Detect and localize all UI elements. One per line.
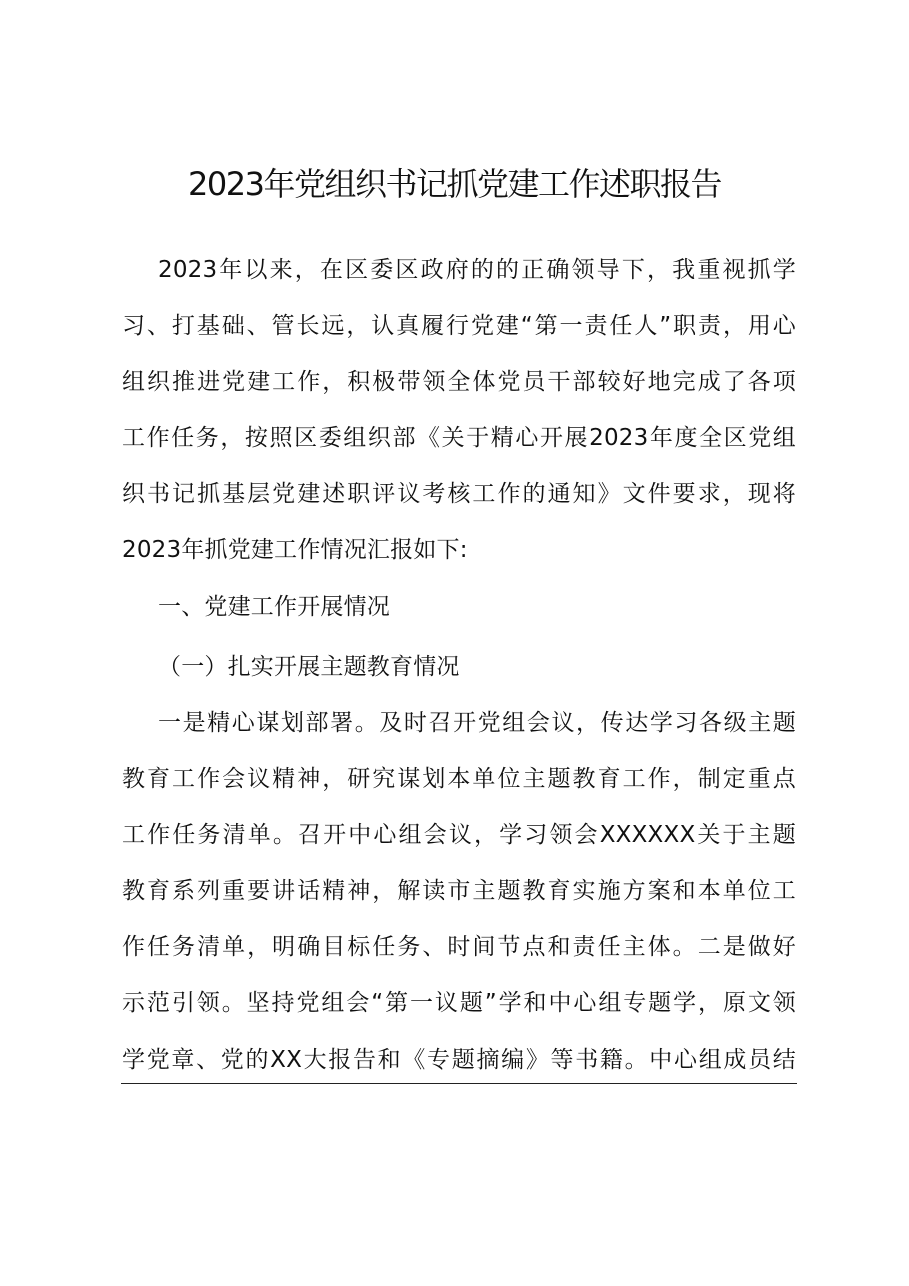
paragraph-line: 教育系列重要讲话精神，解读市主题教育实施方案和本单位工	[122, 878, 796, 904]
paragraph-line: 学党章、党的XX大报告和《专题摘编》等书籍。中心组成员结	[122, 1047, 796, 1073]
paragraph-line: 习、打基础、管长远，认真履行党建“第一责任人”职责，用心	[122, 313, 796, 339]
paragraph-line: 工作任务清单。召开中心组会议，学习领会XXXXXX关于主题	[122, 822, 796, 848]
paragraph-line: 工作任务，按照区委组织部《关于精心开展2023年度全区党组	[122, 425, 796, 451]
footer-rule	[121, 1083, 797, 1084]
paragraph-line: 织书记抓基层党建述职评议考核工作的通知》文件要求，现将	[122, 481, 796, 507]
paragraph-line: 教育工作会议精神，研究谋划本单位主题教育工作，制定重点	[122, 766, 796, 792]
document-title: 2023年党组织书记抓党建工作述职报告	[188, 165, 721, 203]
section-heading: 一、党建工作开展情况	[158, 594, 390, 620]
paragraph-line: 一是精心谋划部署。及时召开党组会议，传达学习各级主题	[158, 710, 796, 736]
paragraph-line: 示范引领。坚持党组会“第一议题”学和中心组专题学，原文领	[122, 990, 796, 1016]
subsection-heading: （一）扎实开展主题教育情况	[158, 654, 460, 680]
paragraph-line: 2023年以来，在区委区政府的的正确领导下，我重视抓学	[158, 257, 796, 283]
paragraph-line-last: 2023年抓党建工作情况汇报如下:	[122, 537, 468, 563]
paragraph-line: 组织推进党建工作，积极带领全体党员干部较好地完成了各项	[122, 369, 796, 395]
paragraph-line: 作任务清单，明确目标任务、时间节点和责任主体。二是做好	[122, 934, 796, 960]
